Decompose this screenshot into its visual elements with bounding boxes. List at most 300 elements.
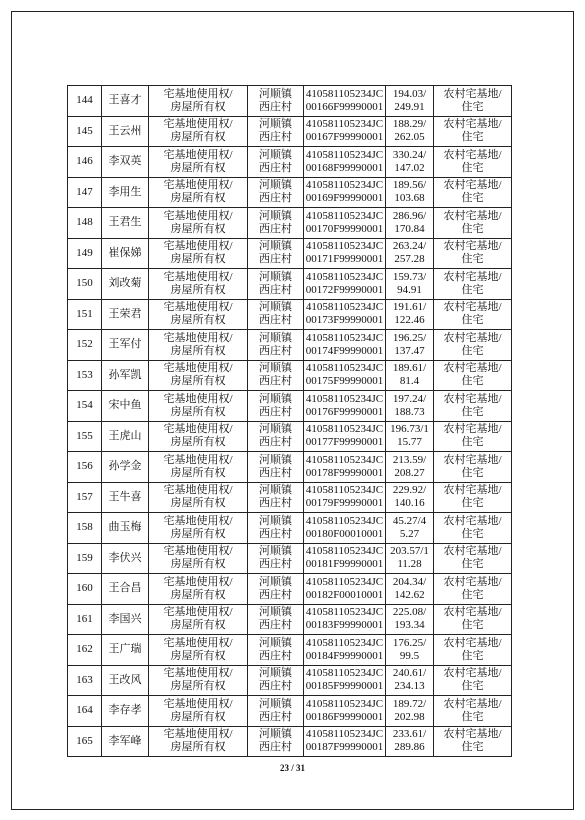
right-type-line: 房屋所有权	[170, 558, 226, 571]
right-type-line: 宅基地使用权/	[163, 575, 233, 588]
area-line: 202.98	[394, 710, 425, 723]
location-line: 西庄村	[259, 497, 292, 510]
location-line: 河顺镇	[259, 270, 292, 283]
table-row	[68, 513, 512, 544]
area-line: 159.73/	[392, 270, 427, 283]
location-line: 西庄村	[259, 253, 292, 266]
location-line: 河顺镇	[259, 118, 292, 131]
right-type-line: 房屋所有权	[170, 436, 226, 449]
certificate-number-line: 00174F99990001	[305, 344, 384, 357]
area-line: 229.92/	[392, 484, 427, 497]
land-use-line: 农村宅基地/	[443, 148, 502, 161]
right-type-line: 房屋所有权	[170, 161, 226, 174]
certificate-number-line: 410581105234JC	[305, 209, 384, 222]
right-type-line: 宅基地使用权/	[163, 545, 233, 558]
owner-name-cell: 李双英	[102, 147, 149, 178]
location-cell	[248, 696, 304, 727]
land-use-line: 农村宅基地/	[443, 636, 502, 649]
certificate-number-cell	[304, 696, 386, 727]
land-use-cell	[434, 86, 512, 117]
certificate-number-line: 410581105234JC	[305, 697, 384, 710]
land-use-line: 住宅	[461, 253, 484, 266]
location-line: 河顺镇	[259, 728, 292, 741]
table-row	[68, 391, 512, 422]
certificate-number-line: 410581105234JC	[305, 118, 384, 131]
certificate-number-line: 00187F99990001	[305, 741, 384, 754]
area-cell	[386, 116, 434, 147]
certificate-number-line: 00184F99990001	[305, 649, 384, 662]
certificate-number-line: 00167F99990001	[305, 131, 384, 144]
row-number-cell: 158	[68, 513, 102, 544]
certificate-number-line: 00166F99990001	[305, 100, 384, 113]
row-number-cell: 161	[68, 604, 102, 635]
location-cell	[248, 635, 304, 666]
certificate-number-line: 00181F99990001	[305, 558, 384, 571]
land-use-line: 农村宅基地/	[443, 575, 502, 588]
land-use-line: 住宅	[461, 741, 484, 754]
location-cell	[248, 604, 304, 635]
location-line: 西庄村	[259, 741, 292, 754]
right-type-line: 房屋所有权	[170, 619, 226, 632]
row-number-cell: 156	[68, 452, 102, 483]
location-line: 西庄村	[259, 100, 292, 113]
location-line: 西庄村	[259, 619, 292, 632]
right-type-line: 宅基地使用权/	[163, 667, 233, 680]
right-type-cell	[149, 208, 248, 239]
location-line: 西庄村	[259, 649, 292, 662]
area-line: 103.68	[394, 192, 425, 205]
location-line: 河顺镇	[259, 667, 292, 680]
owner-name-cell: 王合昌	[102, 574, 149, 605]
certificate-number-line: 410581105234JC	[305, 606, 384, 619]
right-type-line: 房屋所有权	[170, 131, 226, 144]
location-line: 西庄村	[259, 405, 292, 418]
land-use-line: 农村宅基地/	[443, 423, 502, 436]
location-line: 河顺镇	[259, 148, 292, 161]
row-number-cell: 152	[68, 330, 102, 361]
area-line: 142.62	[394, 588, 425, 601]
location-cell	[248, 238, 304, 269]
location-line: 西庄村	[259, 131, 292, 144]
area-line: 286.96/	[392, 209, 427, 222]
right-type-cell	[149, 147, 248, 178]
right-type-line: 房屋所有权	[170, 680, 226, 693]
location-cell	[248, 177, 304, 208]
land-use-line: 住宅	[461, 222, 484, 235]
certificate-number-cell	[304, 513, 386, 544]
owner-name-cell: 孙军凯	[102, 360, 149, 391]
area-line: 204.34/	[392, 575, 427, 588]
right-type-cell	[149, 238, 248, 269]
certificate-number-cell	[304, 635, 386, 666]
right-type-cell	[149, 421, 248, 452]
certificate-number-line: 00176F99990001	[305, 405, 384, 418]
table-body	[68, 86, 512, 757]
land-use-line: 农村宅基地/	[443, 545, 502, 558]
right-type-line: 宅基地使用权/	[163, 118, 233, 131]
certificate-number-line: 00179F99990001	[305, 497, 384, 510]
area-cell	[386, 604, 434, 635]
location-cell	[248, 269, 304, 300]
location-line: 河顺镇	[259, 423, 292, 436]
area-line: 11.28	[397, 558, 422, 571]
certificate-number-line: 00183F99990001	[305, 619, 384, 632]
land-use-line: 住宅	[461, 436, 484, 449]
certificate-number-line: 410581105234JC	[305, 667, 384, 680]
right-type-line: 宅基地使用权/	[163, 331, 233, 344]
owner-name-cell: 王云州	[102, 116, 149, 147]
location-cell	[248, 147, 304, 178]
right-type-cell	[149, 726, 248, 757]
certificate-number-line: 410581105234JC	[305, 545, 384, 558]
owner-name-cell: 王改风	[102, 665, 149, 696]
land-use-line: 农村宅基地/	[443, 392, 502, 405]
owner-name-cell: 孙学金	[102, 452, 149, 483]
table-row	[68, 543, 512, 574]
location-line: 西庄村	[259, 466, 292, 479]
land-use-line: 农村宅基地/	[443, 87, 502, 100]
area-cell	[386, 452, 434, 483]
area-line: 203.57/1	[390, 545, 429, 558]
property-rights-table	[67, 85, 512, 757]
location-line: 河顺镇	[259, 179, 292, 192]
area-cell	[386, 421, 434, 452]
owner-name-cell: 李存孝	[102, 696, 149, 727]
row-number-cell: 154	[68, 391, 102, 422]
table-row	[68, 665, 512, 696]
right-type-line: 房屋所有权	[170, 314, 226, 327]
location-line: 河顺镇	[259, 87, 292, 100]
table-row	[68, 635, 512, 666]
right-type-line: 宅基地使用权/	[163, 484, 233, 497]
right-type-cell	[149, 543, 248, 574]
area-cell	[386, 635, 434, 666]
land-use-cell	[434, 116, 512, 147]
certificate-number-line: 00172F99990001	[305, 283, 384, 296]
area-line: 249.91	[394, 100, 425, 113]
land-use-line: 住宅	[461, 710, 484, 723]
certificate-number-line: 00177F99990001	[305, 436, 384, 449]
owner-name-cell: 李国兴	[102, 604, 149, 635]
right-type-line: 房屋所有权	[170, 253, 226, 266]
location-line: 西庄村	[259, 436, 292, 449]
row-number-cell: 151	[68, 299, 102, 330]
owner-name-cell: 王牛喜	[102, 482, 149, 513]
area-line: 240.61/	[392, 667, 427, 680]
location-line: 河顺镇	[259, 240, 292, 253]
owner-name-cell: 崔保娣	[102, 238, 149, 269]
area-line: 170.84	[394, 222, 425, 235]
area-cell	[386, 543, 434, 574]
certificate-number-line: 410581105234JC	[305, 301, 384, 314]
right-type-line: 宅基地使用权/	[163, 301, 233, 314]
location-line: 西庄村	[259, 588, 292, 601]
right-type-line: 宅基地使用权/	[163, 270, 233, 283]
right-type-cell	[149, 330, 248, 361]
land-use-cell	[434, 604, 512, 635]
right-type-line: 房屋所有权	[170, 741, 226, 754]
land-use-cell	[434, 543, 512, 574]
land-use-line: 农村宅基地/	[443, 209, 502, 222]
area-line: 330.24/	[392, 148, 427, 161]
area-cell	[386, 574, 434, 605]
location-cell	[248, 360, 304, 391]
land-use-cell	[434, 330, 512, 361]
location-cell	[248, 421, 304, 452]
right-type-line: 房屋所有权	[170, 192, 226, 205]
owner-name-cell: 刘改菊	[102, 269, 149, 300]
certificate-number-line: 410581105234JC	[305, 728, 384, 741]
area-line: 234.13	[394, 680, 425, 693]
area-cell	[386, 238, 434, 269]
area-cell	[386, 269, 434, 300]
owner-name-cell: 王荣君	[102, 299, 149, 330]
right-type-line: 房屋所有权	[170, 497, 226, 510]
certificate-number-line: 00169F99990001	[305, 192, 384, 205]
owner-name-cell: 宋中鱼	[102, 391, 149, 422]
land-use-line: 住宅	[461, 131, 484, 144]
area-line: 189.72/	[392, 697, 427, 710]
right-type-line: 宅基地使用权/	[163, 453, 233, 466]
row-number-cell: 163	[68, 665, 102, 696]
land-use-cell	[434, 726, 512, 757]
row-number-cell: 149	[68, 238, 102, 269]
certificate-number-cell	[304, 726, 386, 757]
certificate-number-line: 410581105234JC	[305, 453, 384, 466]
certificate-number-cell	[304, 665, 386, 696]
land-use-line: 住宅	[461, 161, 484, 174]
page-number: 23 / 31	[279, 763, 305, 773]
land-use-cell	[434, 421, 512, 452]
row-number-cell: 164	[68, 696, 102, 727]
land-use-cell	[434, 269, 512, 300]
right-type-cell	[149, 452, 248, 483]
location-line: 河顺镇	[259, 575, 292, 588]
location-line: 河顺镇	[259, 209, 292, 222]
location-line: 西庄村	[259, 375, 292, 388]
certificate-number-line: 410581105234JC	[305, 362, 384, 375]
right-type-cell	[149, 513, 248, 544]
right-type-cell	[149, 299, 248, 330]
land-use-line: 农村宅基地/	[443, 118, 502, 131]
land-use-cell	[434, 574, 512, 605]
certificate-number-line: 00168F99990001	[305, 161, 384, 174]
land-use-cell	[434, 391, 512, 422]
location-line: 西庄村	[259, 558, 292, 571]
area-line: 257.28	[394, 253, 425, 266]
land-use-line: 农村宅基地/	[443, 240, 502, 253]
area-cell	[386, 177, 434, 208]
area-cell	[386, 330, 434, 361]
right-type-line: 房屋所有权	[170, 375, 226, 388]
land-use-line: 农村宅基地/	[443, 270, 502, 283]
area-line: 81.4	[399, 375, 420, 388]
location-line: 河顺镇	[259, 301, 292, 314]
location-line: 西庄村	[259, 192, 292, 205]
row-number-cell: 160	[68, 574, 102, 605]
area-line: 225.08/	[392, 606, 427, 619]
land-use-line: 住宅	[461, 497, 484, 510]
table-row	[68, 269, 512, 300]
certificate-number-cell	[304, 482, 386, 513]
row-number-cell: 157	[68, 482, 102, 513]
area-cell	[386, 208, 434, 239]
land-use-line: 农村宅基地/	[443, 301, 502, 314]
right-type-line: 房屋所有权	[170, 222, 226, 235]
right-type-line: 房屋所有权	[170, 649, 226, 662]
table-row	[68, 330, 512, 361]
right-type-line: 宅基地使用权/	[163, 362, 233, 375]
location-cell	[248, 299, 304, 330]
location-cell	[248, 330, 304, 361]
location-cell	[248, 543, 304, 574]
certificate-number-line: 410581105234JC	[305, 87, 384, 100]
land-use-line: 农村宅基地/	[443, 697, 502, 710]
area-line: 147.02	[394, 161, 425, 174]
certificate-number-line: 00170F99990001	[305, 222, 384, 235]
right-type-cell	[149, 391, 248, 422]
land-use-line: 住宅	[461, 466, 484, 479]
row-number-cell: 159	[68, 543, 102, 574]
table-row	[68, 147, 512, 178]
area-line: 193.34	[394, 619, 425, 632]
area-line: 189.61/	[392, 362, 427, 375]
location-line: 河顺镇	[259, 606, 292, 619]
certificate-number-line: 410581105234JC	[305, 575, 384, 588]
right-type-line: 房屋所有权	[170, 710, 226, 723]
certificate-number-line: 00186F99990001	[305, 710, 384, 723]
location-line: 河顺镇	[259, 331, 292, 344]
location-cell	[248, 86, 304, 117]
certificate-number-line: 00182F00010001	[305, 588, 384, 601]
area-line: 262.05	[394, 131, 425, 144]
certificate-number-cell	[304, 391, 386, 422]
table-row	[68, 452, 512, 483]
location-line: 西庄村	[259, 222, 292, 235]
certificate-number-line: 00173F99990001	[305, 314, 384, 327]
certificate-number-cell	[304, 208, 386, 239]
area-cell	[386, 482, 434, 513]
right-type-cell	[149, 604, 248, 635]
row-number-cell: 165	[68, 726, 102, 757]
table-row	[68, 604, 512, 635]
land-use-line: 农村宅基地/	[443, 331, 502, 344]
right-type-line: 宅基地使用权/	[163, 148, 233, 161]
area-line: 94.91	[397, 283, 422, 296]
right-type-line: 宅基地使用权/	[163, 423, 233, 436]
area-line: 188.29/	[392, 118, 427, 131]
certificate-number-cell	[304, 147, 386, 178]
row-number-cell: 145	[68, 116, 102, 147]
area-cell	[386, 391, 434, 422]
certificate-number-cell	[304, 177, 386, 208]
land-use-line: 农村宅基地/	[443, 179, 502, 192]
table-row	[68, 360, 512, 391]
right-type-line: 宅基地使用权/	[163, 87, 233, 100]
right-type-line: 房屋所有权	[170, 466, 226, 479]
area-line: 196.25/	[392, 331, 427, 344]
location-cell	[248, 452, 304, 483]
right-type-line: 宅基地使用权/	[163, 392, 233, 405]
location-cell	[248, 665, 304, 696]
certificate-number-cell	[304, 574, 386, 605]
right-type-line: 宅基地使用权/	[163, 728, 233, 741]
certificate-number-cell	[304, 360, 386, 391]
area-line: 213.59/	[392, 453, 427, 466]
row-number-cell: 155	[68, 421, 102, 452]
certificate-number-line: 410581105234JC	[305, 331, 384, 344]
location-line: 河顺镇	[259, 514, 292, 527]
right-type-line: 房屋所有权	[170, 405, 226, 418]
area-line: 289.86	[394, 741, 425, 754]
certificate-number-line: 410581105234JC	[305, 392, 384, 405]
land-use-cell	[434, 238, 512, 269]
certificate-number-line: 410581105234JC	[305, 148, 384, 161]
certificate-number-line: 00171F99990001	[305, 253, 384, 266]
right-type-line: 宅基地使用权/	[163, 514, 233, 527]
area-line: 122.46	[394, 314, 425, 327]
land-use-line: 农村宅基地/	[443, 453, 502, 466]
land-use-line: 住宅	[461, 588, 484, 601]
land-use-line: 农村宅基地/	[443, 667, 502, 680]
land-use-line: 住宅	[461, 344, 484, 357]
row-number-cell: 153	[68, 360, 102, 391]
land-use-cell	[434, 635, 512, 666]
land-use-cell	[434, 452, 512, 483]
land-use-cell	[434, 208, 512, 239]
certificate-number-line: 00180F00010001	[305, 527, 384, 540]
certificate-number-cell	[304, 269, 386, 300]
area-line: 99.5	[399, 649, 420, 662]
right-type-line: 房屋所有权	[170, 100, 226, 113]
area-line: 208.27	[394, 466, 425, 479]
certificate-number-line: 00185F99990001	[305, 680, 384, 693]
location-cell	[248, 513, 304, 544]
area-line: 197.24/	[392, 392, 427, 405]
right-type-cell	[149, 269, 248, 300]
location-line: 西庄村	[259, 161, 292, 174]
location-cell	[248, 726, 304, 757]
land-use-cell	[434, 513, 512, 544]
table-row	[68, 726, 512, 757]
right-type-cell	[149, 116, 248, 147]
location-cell	[248, 574, 304, 605]
area-cell	[386, 726, 434, 757]
location-line: 西庄村	[259, 314, 292, 327]
owner-name-cell: 王君生	[102, 208, 149, 239]
location-line: 河顺镇	[259, 392, 292, 405]
table-row	[68, 421, 512, 452]
location-line: 河顺镇	[259, 484, 292, 497]
land-use-line: 住宅	[461, 283, 484, 296]
area-line: 191.61/	[392, 301, 427, 314]
area-line: 137.47	[394, 344, 425, 357]
certificate-number-cell	[304, 330, 386, 361]
row-number-cell: 150	[68, 269, 102, 300]
certificate-number-line: 00175F99990001	[305, 375, 384, 388]
land-use-line: 住宅	[461, 649, 484, 662]
row-number-cell: 146	[68, 147, 102, 178]
certificate-number-cell	[304, 604, 386, 635]
area-cell	[386, 360, 434, 391]
right-type-line: 宅基地使用权/	[163, 240, 233, 253]
table-row	[68, 574, 512, 605]
location-line: 西庄村	[259, 527, 292, 540]
land-use-cell	[434, 665, 512, 696]
table-row	[68, 86, 512, 117]
certificate-number-cell	[304, 86, 386, 117]
location-cell	[248, 391, 304, 422]
